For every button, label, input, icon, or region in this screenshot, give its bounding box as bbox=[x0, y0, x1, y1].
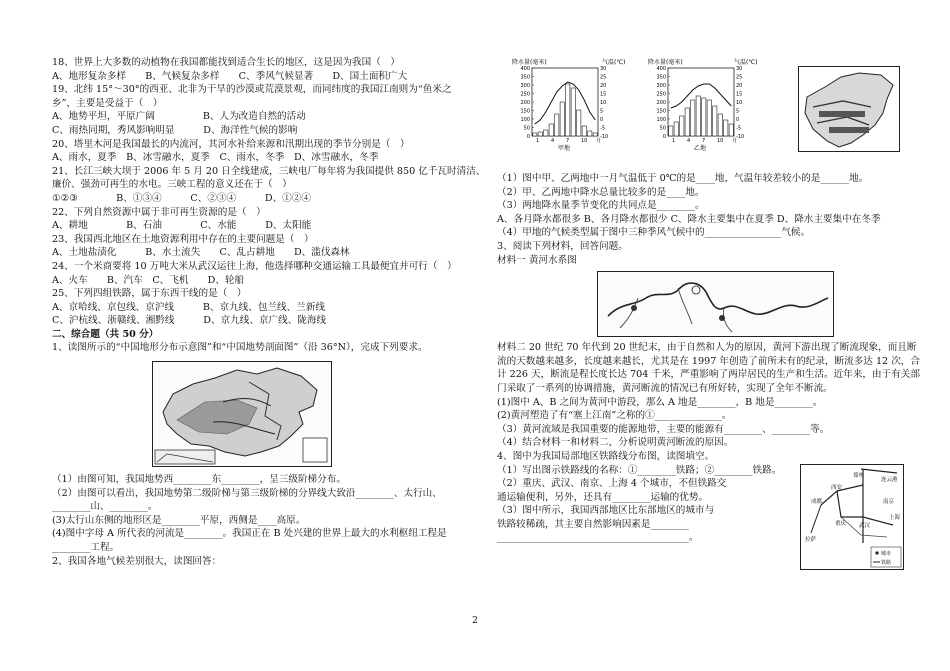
text-line: 材料二 20 世纪 70 年代到 20 世纪末，由于自然和人为的原因，黄河下游出现了断流现象，而且断 bbox=[497, 342, 917, 354]
precip-tick: 400 bbox=[656, 66, 666, 72]
text-line: 乡”，主要是受益于（ ） bbox=[52, 97, 163, 109]
temp-tick: 25 bbox=[736, 74, 743, 81]
text-line: （2）重庆、武汉、南京、上海 4 个城市，不但铁路交 bbox=[497, 478, 727, 490]
text-line: 23、我国西北地区在土地资源利用中存在的主要问题是（ ） bbox=[52, 233, 314, 245]
precip-tick: 100 bbox=[656, 117, 666, 123]
text-line: 门采取了一系列的协调措施，黄河断流的情况已有所好转，实现了全年不断流。 bbox=[497, 382, 833, 394]
china-terrain-map bbox=[152, 361, 332, 467]
precip-bar bbox=[566, 84, 570, 136]
text-line: ________山、________。 bbox=[52, 501, 158, 513]
legend-city: 城市 bbox=[881, 550, 892, 557]
text-line: 25、下列四组铁路，属于东西干线的是（ ） bbox=[52, 288, 247, 300]
precip-tick: 300 bbox=[520, 83, 530, 89]
precip-tick: 250 bbox=[520, 91, 530, 98]
precip-tick: 150 bbox=[520, 108, 530, 115]
text-line: 流的天数越来越多，长度越来越长，尤其是在 1997 年创造了前所未有的纪录，断流多达 12 次，合 bbox=[497, 355, 920, 367]
temp-tick: 30 bbox=[600, 66, 607, 72]
precip-bar bbox=[724, 120, 728, 136]
text-line: C、雨热同期，秀风影响明显 D、海洋性气候的影响 bbox=[52, 124, 298, 136]
precip-tick: 50 bbox=[523, 125, 530, 132]
precip-bar bbox=[674, 122, 678, 136]
text-line: 廉价、强劲可再生的水电。三峡工程的意义还在于（ ） bbox=[52, 179, 292, 191]
temp-tick: 5 bbox=[600, 108, 604, 115]
temp-curve bbox=[671, 84, 732, 108]
temp-tick: 0 bbox=[736, 117, 740, 123]
city-nanjing: 南京 bbox=[883, 498, 895, 505]
text-line: （3）两地降水量季节变化的共同点是________。 bbox=[497, 200, 705, 212]
month-tick: 4 bbox=[687, 138, 691, 144]
month-tick: 4 bbox=[551, 138, 555, 144]
text-line: （1）由图可知，我国地势西________东________，呈三级阶梯分布。 bbox=[52, 474, 346, 486]
text-line: A、耕地 B、石油 C、水能 D、太阳能 bbox=[52, 220, 312, 232]
month-tick: 1 bbox=[672, 138, 676, 144]
city-lianyungang: 连云港 bbox=[881, 476, 898, 483]
text-line: A、各月降水都很多 B、各月降水都很少 C、降水主要集中在夏季 D、降水主要集中在冬季 bbox=[497, 213, 881, 225]
text-line: （2）甲、乙两地中降水总量比较多的是____地。 bbox=[497, 186, 705, 198]
precip-bar bbox=[691, 100, 695, 136]
q1-intro: 1、读图所示的“中国地形分布示意图”和“中国地势剖面图”（沿 36°N），完成下列要求。 bbox=[52, 342, 428, 354]
yellow-river-map bbox=[597, 271, 834, 337]
month-tick: 7 bbox=[702, 138, 706, 144]
yellow-river-drawing bbox=[598, 272, 833, 336]
precip-bar bbox=[588, 131, 592, 136]
temp-axis-title: 气温(℃) bbox=[734, 59, 758, 66]
text-line: A、京哈线、京包线、京沪线 B、京九线、包兰线、兰新线 bbox=[52, 301, 326, 313]
temp-tick: 20 bbox=[600, 83, 607, 89]
east-china-monsoon-map bbox=[798, 66, 900, 152]
precip-bar bbox=[544, 130, 548, 136]
month-tick: 7 bbox=[566, 138, 570, 144]
month-tick: 10 bbox=[581, 138, 588, 144]
precip-bar bbox=[577, 110, 581, 136]
text-line: 22、下列自然资源中属于非可再生资源的是（ ） bbox=[52, 206, 266, 218]
precip-bar bbox=[707, 100, 711, 136]
city-chengdu: 成都 bbox=[811, 498, 823, 505]
precip-bar bbox=[555, 114, 559, 136]
railway-map-drawing bbox=[801, 465, 903, 569]
precip-bar bbox=[571, 88, 575, 136]
city-zhengzhou: 郑州 bbox=[853, 472, 865, 479]
city-shanghai: 上海 bbox=[889, 514, 901, 521]
precip-axis-title: 降水量(毫米) bbox=[648, 59, 683, 66]
text-line: 计 226 天，断流是程长度长达 704 千米，严重影响了两岸居民的生产和生活。近年来，由于有关部 bbox=[497, 369, 920, 381]
q3-intro: 3、阅读下列材料，回答问题。 bbox=[497, 240, 628, 252]
month-tick: 月 bbox=[596, 138, 602, 144]
q1-questions bbox=[52, 473, 454, 555]
climate-charts bbox=[510, 56, 900, 152]
east-china-map-drawing bbox=[799, 67, 899, 151]
temp-tick: 15 bbox=[736, 91, 743, 98]
precip-bar bbox=[538, 132, 542, 136]
city-xian: 西安 bbox=[831, 484, 843, 491]
temp-tick: -5 bbox=[736, 125, 741, 132]
precip-bar bbox=[669, 126, 673, 136]
text-line: C、沪杭线、浙赣线、湘黔线 D、京九线、京广线、陇海线 bbox=[52, 315, 327, 327]
text-line: ________________________________________。 bbox=[497, 532, 699, 544]
temp-curve bbox=[535, 82, 596, 124]
temp-tick: 0 bbox=[600, 117, 604, 123]
text-line: 20、塔里木河是我国最长的内流河，其河水补给来源和汛期出现的季节分别是（ ） bbox=[52, 138, 410, 150]
climate-chart-jia bbox=[512, 58, 625, 152]
text-line: (3)太行山东侧的地形区是________平原，西侧是____高原。 bbox=[52, 514, 306, 526]
text-line: A、土地盐渍化 B、水土流失 C、乱占耕地 D、滥伐森林 bbox=[52, 247, 350, 259]
text-line: ①②③ B、①③④ C、②③④ D、①②④ bbox=[52, 192, 311, 204]
temp-tick: 10 bbox=[600, 100, 607, 106]
temp-tick: 15 bbox=[600, 91, 607, 98]
section-heading: 二、综合题（共 50 分） bbox=[52, 328, 159, 340]
temp-tick: -10 bbox=[736, 134, 745, 140]
precip-tick: 350 bbox=[656, 74, 666, 81]
q3-questions bbox=[497, 396, 902, 464]
text-line: (1)图中 A、B 之间为黄河中游段，那么 A 地是________，B 地是________。 bbox=[497, 396, 823, 408]
precip-bar bbox=[729, 124, 733, 136]
temp-tick: 5 bbox=[736, 108, 740, 115]
page-number: 2 bbox=[472, 616, 478, 626]
q2-questions bbox=[497, 172, 902, 240]
precip-tick: 150 bbox=[656, 108, 666, 115]
precip-bar bbox=[593, 133, 597, 136]
legend-rail: 铁路 bbox=[881, 559, 892, 566]
china-map-drawing bbox=[153, 362, 331, 466]
precip-tick: 200 bbox=[520, 100, 530, 106]
temp-tick: -10 bbox=[600, 134, 609, 140]
text-line: 通运输便利，另外，还具有________运输的优势。 bbox=[497, 491, 709, 503]
text-line: （2）由图可以看出，我国地势第二级阶梯与第三级阶梯的分界线大致沿________、太行山、 bbox=[52, 487, 442, 499]
precip-tick: 100 bbox=[520, 117, 530, 123]
precip-tick: 250 bbox=[656, 91, 666, 98]
railway-map bbox=[800, 464, 904, 570]
text-line: （3）图中所示，我国西部地区比东部地区的城市与 bbox=[497, 505, 715, 517]
precip-bar bbox=[713, 106, 717, 136]
text-line: A、地形复杂多样 B、气候复杂多样 C、季风气候显著 D、国土面积广大 bbox=[52, 70, 408, 82]
precip-tick: 200 bbox=[656, 100, 666, 106]
temp-axis-title: 气温(℃) bbox=[602, 59, 626, 66]
text-line: A、火车 B、汽车 C、飞机 D、轮船 bbox=[52, 274, 245, 286]
text-line: (2)黄河塑造了有“塞上江南”之称的①______________。 bbox=[497, 410, 732, 422]
month-tick: 1 bbox=[536, 138, 540, 144]
text-line: A、地势平坦，平原广阔 B、人为改造自然的活动 bbox=[52, 111, 306, 123]
city-lhasa: 拉萨 bbox=[805, 536, 817, 543]
precip-bar bbox=[718, 114, 722, 136]
text-line: (4)图中字母 A 所代表的河流是________。我国正在 B 处兴建的世界上最大的水利枢纽工程是 bbox=[52, 528, 447, 540]
material2-text bbox=[497, 341, 920, 395]
precip-tick: 50 bbox=[659, 125, 666, 132]
left-column bbox=[52, 56, 486, 568]
month-tick: 月 bbox=[732, 138, 738, 144]
precip-bar bbox=[560, 102, 564, 136]
material1-title: 材料一 黄河水系图 bbox=[497, 254, 577, 266]
text-line: 铁路较稀疏，其主要自然影响因素是________ bbox=[497, 518, 689, 530]
temp-tick: 30 bbox=[736, 66, 743, 72]
text-line: A、雨水，夏季 B、冰雪融水，夏季 C、雨水，冬季 D、冰雪融水，冬季 bbox=[52, 152, 379, 164]
precip-tick: 350 bbox=[520, 74, 530, 81]
temp-tick: -5 bbox=[600, 125, 605, 132]
right-column bbox=[497, 172, 920, 570]
precip-bar bbox=[685, 108, 689, 136]
text-line: 18、世界上大多数的动植物在我国都能找到适合生长的地区，这是因为我国（ ） bbox=[52, 57, 400, 68]
text-line: 21、长江三峡大坝于 2006 年 5 月 20 日全线建成，三峡电厂每年将为我国提供 850 亿千瓦时清洁、 bbox=[52, 165, 486, 177]
precip-bar bbox=[533, 133, 537, 136]
chart-caption: 乙地 bbox=[694, 145, 707, 152]
month-tick: 10 bbox=[717, 138, 724, 144]
precip-bar bbox=[680, 116, 684, 136]
text-line: 4、图中为我国局部地区铁路线分布图，读图填空。 bbox=[497, 450, 715, 462]
temp-tick: 10 bbox=[736, 100, 743, 106]
precip-axis-title: 降水量(毫米) bbox=[512, 59, 547, 66]
city-wuhan: 武汉 bbox=[859, 522, 871, 529]
text-line: （4）甲地的气候类型属于图中三种季风气候中的________________气候。 bbox=[497, 227, 811, 239]
text-line: （1）图中甲、乙两地中一月气温低于 0℃的是____地，气温年较差较小的是______地。 bbox=[497, 173, 869, 184]
precip-tick: 0 bbox=[526, 134, 530, 140]
temp-tick: 25 bbox=[600, 74, 607, 81]
precip-bar bbox=[549, 124, 553, 136]
climate-chart-yi bbox=[648, 58, 757, 152]
city-chongqing: 重庆 bbox=[835, 520, 847, 527]
question-list-18-25 bbox=[52, 56, 486, 328]
text-line: ________工程。 bbox=[52, 542, 120, 554]
precip-tick: 300 bbox=[656, 83, 666, 89]
text-line: 19、北纬 15°～30°的西亚、北非为干旱的沙漠或荒漠景观，而同纬度的我国江南则为“鱼米之 bbox=[52, 84, 452, 96]
precip-bar bbox=[696, 96, 700, 136]
q2-intro: 2、我国各地气候差别很大，读图回答： bbox=[52, 555, 222, 567]
text-line: （1）写出图示铁路线的名称：①________铁路；②________铁路。 bbox=[497, 464, 782, 476]
precip-tick: 0 bbox=[662, 134, 666, 140]
climate-chart-pair bbox=[510, 56, 790, 152]
precip-tick: 400 bbox=[520, 66, 530, 72]
text-line: （3）黄河流域是我国重要的能源地带，主要的能源有________、________等。 bbox=[497, 423, 830, 435]
precip-bar bbox=[702, 98, 706, 136]
text-line: （4）结合材料一和材料二，分析说明黄河断流的原因。 bbox=[497, 437, 734, 449]
chart-caption: 甲地 bbox=[558, 145, 571, 152]
chart-frame bbox=[532, 68, 598, 136]
precip-bar bbox=[582, 126, 586, 136]
temp-tick: 20 bbox=[736, 83, 743, 89]
text-line: 24、一个米商要将 10 万吨大米从武汉运往上海，他选择哪种交通运输工具最便宜并可行（ ） bbox=[52, 260, 457, 272]
